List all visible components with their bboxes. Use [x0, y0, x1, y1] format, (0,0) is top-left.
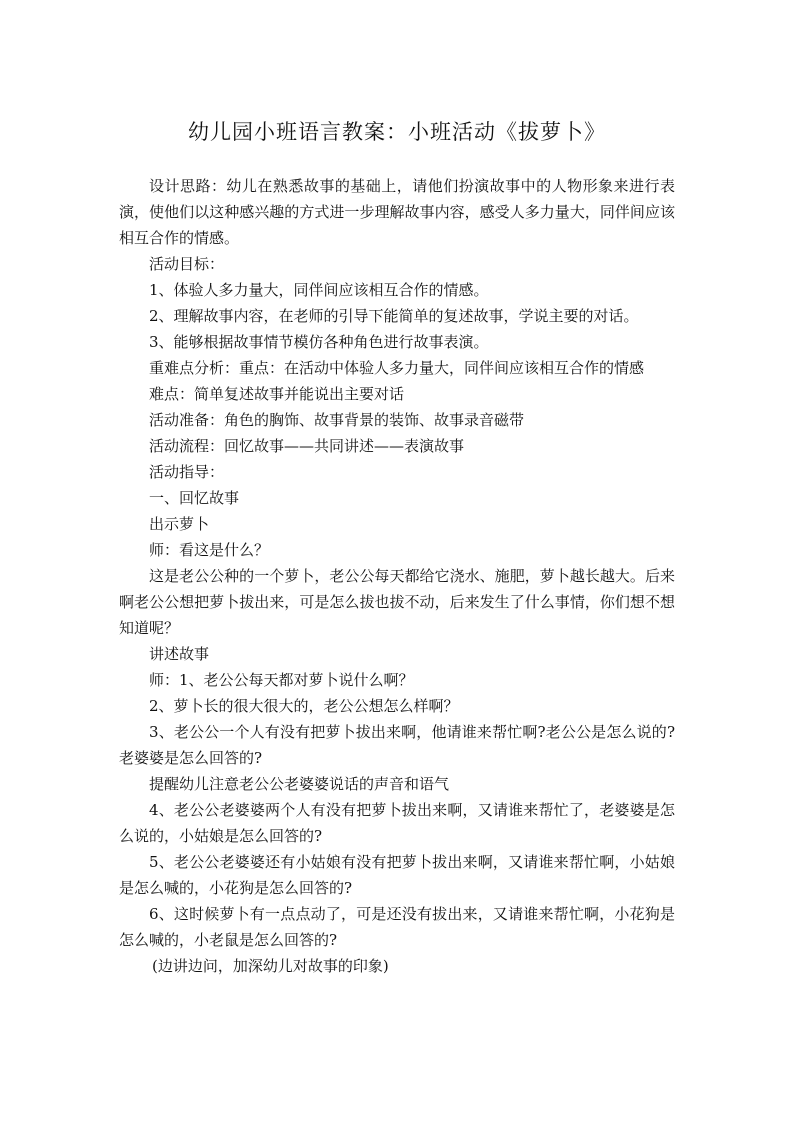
paragraph-design-idea: 设计思路：幼儿在熟悉故事的基础上，请他们扮演故事中的人物形象来进行表演，使他们以这种感兴趣的方式进一步理解故事内容，感受人多力量大，同伴间应该相互合作的情感。: [119, 177, 675, 247]
paragraph-question-6: 6、这时候萝卜有一点点动了，可是还没有拔出来，又请谁来帮忙啊，小花狗是怎么喊的，小老鼠是怎么回答的?: [119, 905, 675, 949]
paragraph-goal-3: 3、能够根据故事情节模仿各种角色进行故事表演。: [149, 333, 489, 351]
paragraph-key-points: 重难点分析：重点：在活动中体验人多力量大，同伴间应该相互合作的情感: [149, 359, 645, 377]
paragraph-question-3: 3、老公公一个人有没有把萝卜拔出来啊，他请谁来帮忙啊?老公公是怎么说的?老婆婆是怎么回答的?: [119, 723, 675, 767]
paragraph-story-intro: 这是老公公种的一个萝卜，老公公每天都给它浇水、施肥，萝卜越长越大。后来啊老公公想把萝卜拔出来，可是怎么拔也拔不动，后来发生了什么事情，你们想不想知道呢？: [119, 567, 675, 637]
paragraph-process: 活动流程：回忆故事——共同讲述——表演故事: [149, 437, 465, 455]
paragraph-goal-2: 2、理解故事内容，在老师的引导下能简单的复述故事，学说主要的对话。: [149, 307, 639, 325]
paragraph-guidance-heading: 活动指导：: [149, 463, 225, 481]
paragraph-difficulty: 难点：简单复述故事并能说出主要对话: [149, 385, 405, 403]
paragraph-show-radish: 出示萝卜: [149, 515, 210, 533]
paragraph-goal-1: 1、体验人多力量大，同伴间应该相互合作的情感。: [149, 281, 489, 299]
paragraph-question-5: 5、老公公老婆婆还有小姑娘有没有把萝卜拔出来啊，又请谁来帮忙啊，小姑娘是怎么喊的，小花狗是怎么回答的?: [119, 853, 675, 897]
paragraph-preparation: 活动准备：角色的胸饰、故事背景的装饰、故事录音磁带: [149, 411, 525, 429]
paragraph-section-1: 一、回忆故事: [149, 489, 240, 507]
paragraph-question-4: 4、老公公老婆婆两个人有没有把萝卜拔出来啊，又请谁来帮忙了，老婆婆是怎么说的，小姑娘是怎么回答的?: [119, 801, 675, 845]
paragraph-question-2: 2、萝卜长的很大很大的，老公公想怎么样啊？: [149, 697, 459, 715]
paragraph-reminder: 提醒幼儿注意老公公老婆婆说话的声音和语气: [149, 775, 450, 793]
paragraph-teacher-question: 师：看这是什么？: [149, 541, 270, 559]
paragraph-tell-story: 讲述故事: [149, 645, 210, 663]
paragraph-goals-heading: 活动目标：: [149, 255, 225, 273]
document-title: 幼儿园小班语言教案：小班活动《拔萝卜》: [188, 120, 606, 144]
paragraph-question-1: 师：1、老公公每天都对萝卜说什么啊？: [149, 671, 414, 689]
document-body: [119, 173, 675, 979]
paragraph-note: (边讲边问，加深幼儿对故事的印象): [152, 957, 389, 975]
